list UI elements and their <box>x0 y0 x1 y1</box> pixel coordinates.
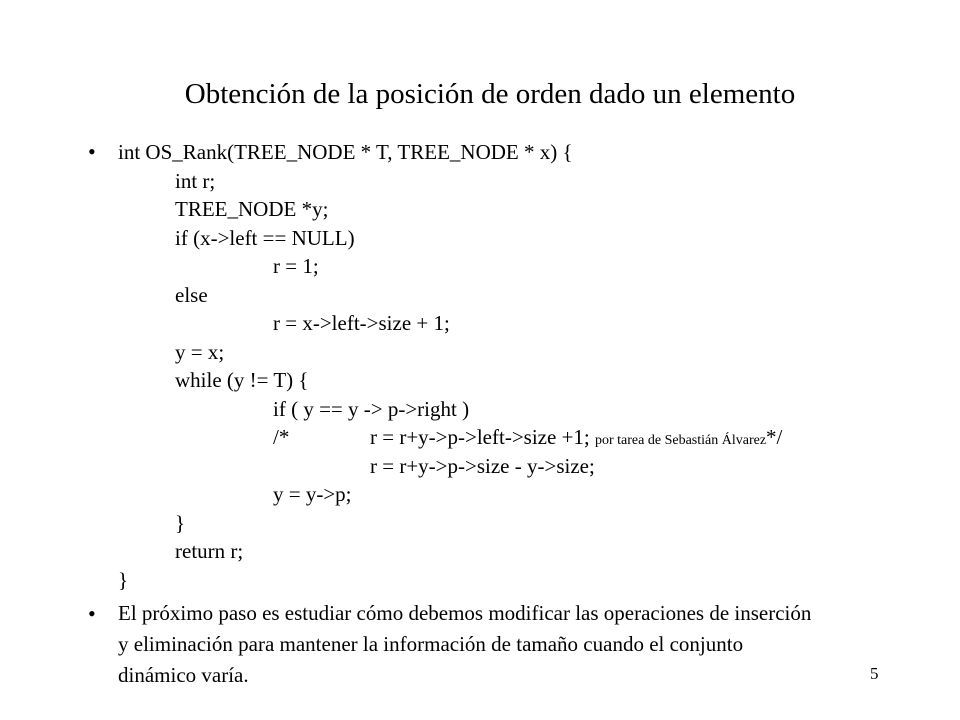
page-number: 5 <box>870 664 879 683</box>
code-line: while (y != T) { <box>175 368 309 392</box>
code-line: int OS_Rank(TREE_NODE * T, TREE_NODE * x) { <box>118 140 573 164</box>
code-line: y = x; <box>175 340 225 364</box>
code-line: r = x->left->size + 1; <box>273 311 450 335</box>
code-line: TREE_NODE *y; <box>175 197 329 221</box>
slide-title: Obtención de la posición de orden dado un elemento <box>184 78 796 110</box>
comment-open: /* <box>273 425 290 449</box>
commented-code-line <box>370 427 782 448</box>
code-line: return r; <box>175 539 244 563</box>
bullet-marker: • <box>88 139 96 164</box>
code-line: if ( y == y -> p->right ) <box>273 397 470 421</box>
code-line: else <box>175 283 208 307</box>
code-line: } <box>175 511 186 535</box>
code-line: } <box>118 568 129 592</box>
bullet-marker: • <box>88 601 96 626</box>
code-line: y = y->p; <box>273 482 352 506</box>
commented-code: r = r+y->p->left->size +1; <box>370 425 590 449</box>
code-line: r = r+y->p->size - y->size; <box>370 454 595 478</box>
code-line: if (x->left == NULL) <box>175 226 355 250</box>
comment-close: */ <box>766 425 783 449</box>
code-line: int r; <box>175 169 216 193</box>
code-line: r = 1; <box>273 254 319 278</box>
author-note: por tarea de Sebastián Álvarez <box>595 433 767 448</box>
next-step-paragraph: El próximo paso es estudiar cómo debemos modificar las operaciones de inserción y eliminación para mantener la información de tamaño cuando el conjunto dinámico varía. <box>118 601 812 687</box>
